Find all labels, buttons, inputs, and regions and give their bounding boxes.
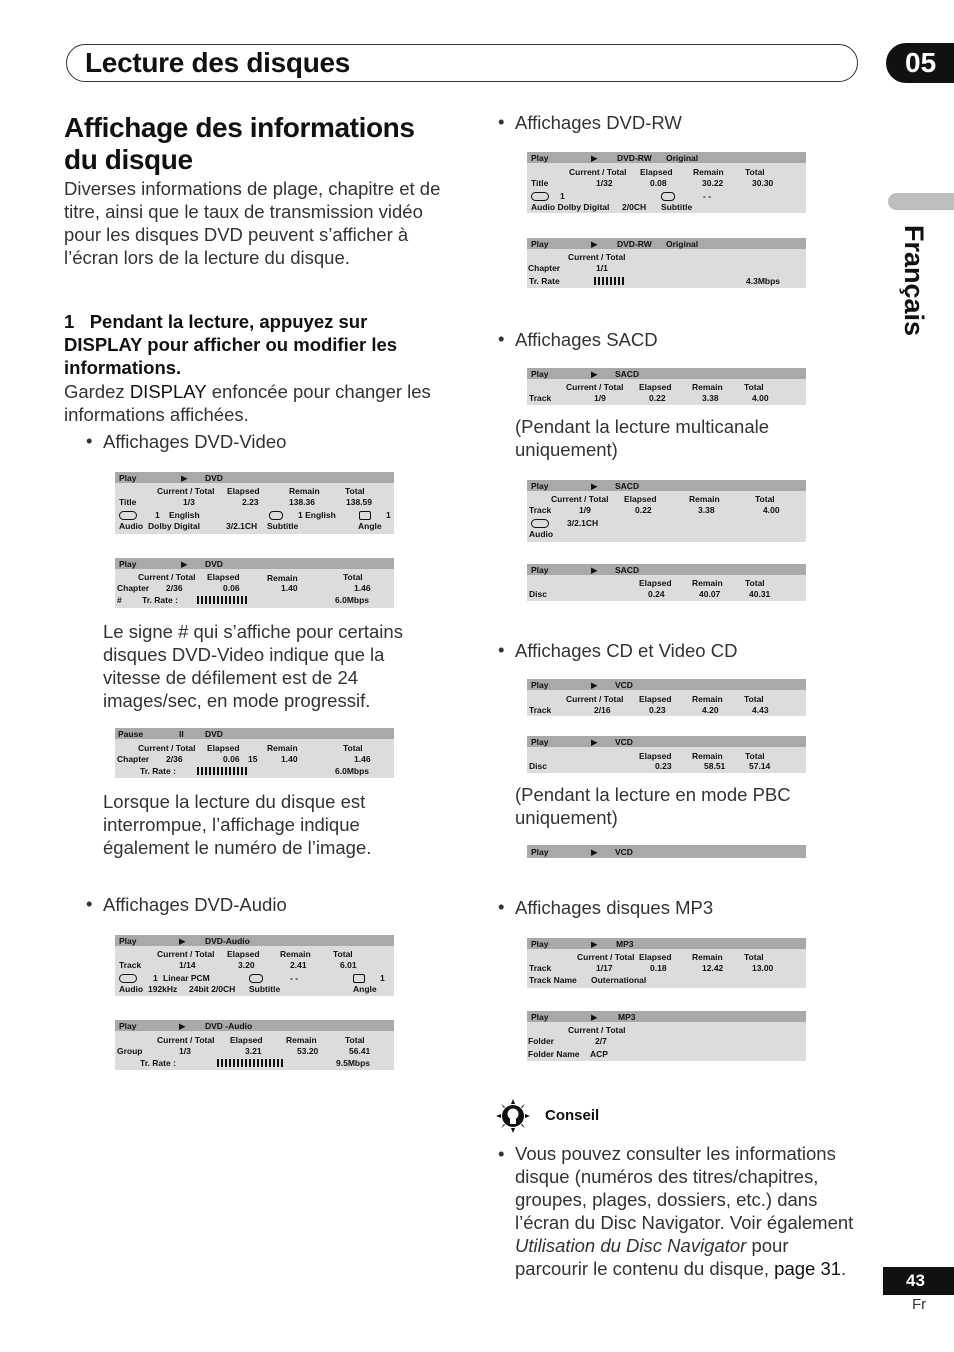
rate-meter [197,596,247,604]
osd-row-label: Tr. Rate : [140,1058,176,1068]
osd-value: 0.08 [650,178,667,188]
osd-value: 138.36 [289,497,315,507]
tip-heading: Conseil [545,1107,600,1124]
osd-value: 138.59 [346,497,372,507]
bullet-text: Affichages disques MP3 [515,897,714,918]
osd-col-header: Current / Total [138,743,196,753]
osd-disc-type: MP3 [618,1012,636,1022]
osd-value: 1 [386,510,391,520]
osd-value: 1/1 [596,263,608,273]
osd-col-header: Total [745,167,765,177]
osd-state: Play [531,481,549,491]
osd-disc-type: DVD-RW [617,239,652,249]
page-link[interactable]: page 31 [774,1258,842,1279]
tip-reference: Utilisation du Disc Navigator [515,1235,747,1256]
bullet-text: Affichages SACD [515,329,658,350]
osd-value: 0.18 [650,963,667,973]
osd-state: Play [531,939,549,949]
osd-disc-type: SACD [615,565,640,575]
step-hold-note [64,380,444,426]
osd-row-label: Chapter [117,754,150,764]
osd-row-label: Track Name [529,975,577,985]
osd-row-label: Folder [528,1036,554,1046]
osd-row-label: Title [531,178,549,188]
osd-value: 3/2.1CH [226,521,258,531]
osd-value: 1.40 [281,583,298,593]
osd-col-header: Total [333,949,353,959]
hold-post: enfoncée pour changer les informations affichées. [64,381,431,425]
osd-col-header: Total [343,743,363,753]
osd-value: 1/32 [596,178,613,188]
osd-col-header: Total [744,952,764,962]
osd-state: Pause [118,729,144,739]
osd-sacd-multichannel [527,480,806,542]
osd-col-header: Elapsed [624,494,657,504]
osd-value: 2/7 [595,1036,607,1046]
play-icon: ▶ [591,680,598,690]
osd-col-header: Total [345,1035,365,1045]
osd-value: 0.22 [649,393,666,403]
play-icon: ▶ [181,559,188,569]
osd-sacd-disc [527,564,806,601]
osd-col-header: Elapsed [639,952,672,962]
osd-vcd-pbc [527,845,806,858]
osd-value: 2.41 [290,960,307,970]
audio-icon [531,192,549,201]
rate-meter [217,1059,283,1067]
play-icon: ▶ [591,369,598,379]
osd-col-header: Current / Total [551,494,609,504]
osd-value: 2/0CH [622,202,647,212]
osd-vcd-disc [527,736,806,773]
osd-value: 40.31 [749,589,771,599]
osd-row-label: Group [117,1046,143,1056]
osd-col-header: Current / Total [566,382,624,392]
osd-value: 3.38 [698,505,715,515]
osd-col-header: Remain [267,743,298,753]
step-1 [64,310,444,379]
osd-value: 30.30 [752,178,774,188]
osd-value: 15 [248,754,258,764]
osd-col-header: Elapsed [227,486,260,496]
osd-col-header: Current / Total [568,252,626,262]
osd-mp3-track [527,938,806,988]
bullet-sacd: • Affichages SACD [498,328,658,350]
osd-col-header: Remain [693,167,724,177]
osd-col-header: Remain [692,694,723,704]
osd-col-header: Remain [692,382,723,392]
osd-value: 6.01 [340,960,357,970]
osd-value: 3.38 [702,393,719,403]
bullet-text: Affichages DVD-Audio [103,894,287,915]
audio-icon [531,519,549,528]
osd-col-header: Total [745,578,765,588]
play-icon: ▶ [591,239,598,249]
osd-value: 6.0Mbps [335,595,370,605]
osd-value: 0.24 [648,589,665,599]
osd-row-label: Title [119,497,137,507]
bullet-text: Affichages DVD-RW [515,112,682,133]
osd-value: 1.46 [354,754,371,764]
osd-state: Play [531,680,549,690]
osd-value: Dolby Digital [148,521,200,531]
osd-col-header: Current / Total [157,486,215,496]
osd-disc-type: DVD [205,473,223,483]
osd-col-header: Total [744,382,764,392]
osd-mode: Original [666,239,699,249]
section-title: Affichage des informations du disque [64,112,415,175]
osd-row-label: Disc [529,589,547,599]
bullet-dvd-rw: • Affichages DVD-RW [498,111,682,133]
osd-col-header: Elapsed [639,694,672,704]
bullet-text: Affichages DVD-Video [103,431,287,452]
osd-state: Play [531,1012,549,1022]
osd-row-label: Angle [353,984,377,994]
osd-dvd-chapter [115,558,394,608]
osd-col-header: Current / Total [568,1025,626,1035]
osd-disc-type: SACD [615,481,640,491]
subtitle-icon [269,511,283,520]
osd-row-label: Audio [119,521,144,531]
osd-value: 57.14 [749,761,771,771]
osd-col-header: Elapsed [639,382,672,392]
osd-value: 2/16 [594,705,611,715]
osd-col-header: Current / Total [138,572,196,582]
subtitle-icon [661,192,675,201]
osd-value: 9.5Mbps [336,1058,371,1068]
osd-value: 6.0Mbps [335,766,370,776]
subtitle-icon [249,974,263,983]
osd-col-header: Total [345,486,365,496]
osd-value: 53.20 [297,1046,319,1056]
play-icon: ▶ [591,481,598,491]
osd-value: 1.46 [354,583,371,593]
play-icon: ▶ [591,847,598,857]
osd-value: 1/17 [596,963,613,973]
osd-state: Play [119,1021,137,1031]
page-number: 43 [883,1267,954,1295]
osd-value: 4.00 [752,393,769,403]
osd-row-label: Audio [119,984,144,994]
intro-paragraph: Diverses informations de plage, chapitre et de titre, ainsi que le taux de transmission vidéo pour les disques DVD peuvent s’afficher à l’écran lors de la lecture du disque. [64,178,441,268]
play-icon: ▶ [179,936,186,946]
osd-col-header: Remain [289,486,320,496]
osd-col-header: Remain [692,578,723,588]
osd-disc-type: VCD [615,737,633,747]
osd-row-label: Subtitle [267,521,299,531]
display-button-ref: DISPLAY [64,334,143,355]
language-label: Français [899,225,929,337]
multichannel-note: (Pendant la lecture multicanale uniquement) [515,416,770,460]
osd-col-header: Current / Total [577,952,635,962]
osd-state: Play [119,936,137,946]
play-icon: ▶ [591,153,598,163]
osd-dvd-pause [115,728,394,778]
osd-dvdaudio-track [115,935,394,996]
chapter-title: Lecture des disques [85,47,351,78]
osd-value: Outernational [591,975,647,985]
osd-value: 0.06 [223,754,240,764]
osd-col-header: Elapsed [207,572,240,582]
bullet-text: Affichages CD et Video CD [515,640,738,661]
osd-value: 4.20 [702,705,719,715]
angle-icon [359,511,371,520]
osd-value: - - [290,973,299,983]
osd-value: 3.21 [245,1046,262,1056]
osd-col-header: Total [343,572,363,582]
osd-state: Play [531,737,549,747]
display-button-ref-2: DISPLAY [129,381,207,402]
osd-disc-type: VCD [615,847,633,857]
tip-body: Vous pouvez consulter les informations disque (numéros des titres/chapitres, groupes, plages, dossiers, etc.) dans l’écran du Disc Navigator. Voir également [515,1143,854,1233]
audio-icon [119,511,137,520]
osd-value: 3.20 [238,960,255,970]
osd-mode: Original [666,153,699,163]
osd-state: Play [531,239,549,249]
osd-dvdrw-title [527,152,806,213]
osd-col-header: Elapsed [230,1035,263,1045]
osd-value: 24bit 2/0CH [189,984,236,994]
step-text: Pendant la lecture, appuyez sur [89,311,368,332]
play-icon: ▶ [591,939,598,949]
osd-disc-type: DVD [205,559,223,569]
osd-col-header: Elapsed [640,167,673,177]
osd-value: 0.06 [223,583,240,593]
osd-disc-type: DVD -Audio [205,1021,253,1031]
audio-icon [119,974,137,983]
bullet-cd-vcd: • Affichages CD et Video CD [498,639,738,661]
play-icon: ▶ [179,1021,186,1031]
stopped-note: Lorsque la lecture du disque est interrompue, l’affichage indique également le numéro de l’image. [103,791,372,858]
osd-col-header: Total [755,494,775,504]
lightbulb-icon [496,1099,530,1133]
play-icon: ▶ [591,565,598,575]
osd-value: 3/2.1CH [567,518,599,528]
osd-value: 1 [155,510,160,520]
pbc-note: (Pendant la lecture en mode PBC uniquement) [515,784,791,828]
osd-row-label: Subtitle [249,984,281,994]
osd-value: 4.00 [763,505,780,515]
osd-value: Audio Dolby Digital [531,202,610,212]
osd-value: # [117,595,122,605]
osd-vcd-track [527,679,806,716]
osd-state: Play [119,559,137,569]
osd-col-header: Remain [267,573,298,583]
osd-row-label: Angle [358,521,382,531]
osd-value: 192kHz [148,984,178,994]
osd-value: 1 [153,973,158,983]
osd-value: 1/3 [183,497,195,507]
osd-col-header: Elapsed [227,949,260,959]
osd-col-header: Remain [286,1035,317,1045]
tip-text: • Vous pouvez consulter les informations disque (numéros des titres/chapitres, groupes, plages, dossiers, etc.) dans l’écran du Disc Navigator. Voir également Utilisation du Disc Navigator pour parcourir le contenu du disque, page 31. [498,1143,854,1279]
osd-disc-type: DVD [205,729,223,739]
play-icon: ▶ [591,1012,598,1022]
step-number: 1 [64,311,75,332]
osd-col-header: Elapsed [639,578,672,588]
tip-body-2: pour parcourir le contenu du disque, [515,1235,789,1279]
osd-col-header: Total [745,751,765,761]
osd-value: 1/3 [179,1046,191,1056]
bullet-dvd-audio: • Affichages DVD-Audio [86,893,287,915]
hold-pre: Gardez [64,381,125,402]
osd-value: 2/36 [166,754,183,764]
osd-col-header: Remain [692,751,723,761]
osd-row-label: Tr. Rate : [142,595,178,605]
osd-row-label: Tr. Rate [529,276,560,286]
osd-value: 2.23 [242,497,259,507]
osd-value: 1 [560,191,565,201]
osd-value: 1.40 [281,754,298,764]
rate-meter [197,767,247,775]
osd-dvd-title [115,472,394,534]
osd-row-label: Disc [529,761,547,771]
angle-icon [353,974,365,983]
tip-end: . [841,1258,847,1279]
osd-row-label: Folder Name [528,1049,580,1059]
osd-col-header: Elapsed [207,743,240,753]
bullet-mp3: • Affichages disques MP3 [498,896,714,918]
osd-value: 0.22 [635,505,652,515]
osd-col-header: Current / Total [157,949,215,959]
rate-meter [594,277,624,285]
osd-state: Play [531,565,549,575]
osd-mp3-folder [527,1011,806,1061]
osd-row-label: Chapter [528,263,561,273]
osd-value: 13.00 [752,963,774,973]
osd-value: Linear PCM [163,973,210,983]
osd-col-header: Remain [692,952,723,962]
osd-value: 0.23 [649,705,666,715]
hash-note: Le signe # qui s’affiche pour certains disques DVD-Video indique que la vitesse de défilement est de 24 images/sec, en mode progressif. [103,621,403,711]
chapter-header [66,44,858,82]
language-tab [888,193,954,210]
osd-value: 12.42 [702,963,724,973]
osd-col-header: Current / Total [569,167,627,177]
osd-row-label: Track [529,393,552,403]
osd-value: 4.3Mbps [746,276,781,286]
osd-value: 0.23 [655,761,672,771]
osd-disc-type: DVD-RW [617,153,652,163]
osd-disc-type: SACD [615,369,640,379]
osd-state: Play [531,369,549,379]
osd-value: 1/14 [179,960,196,970]
osd-value: 1 English [298,510,336,520]
osd-sacd-track [527,368,806,405]
osd-row-label: Chapter [117,583,150,593]
osd-col-header: Current / Total [157,1035,215,1045]
osd-value: 2/36 [166,583,183,593]
page-language: Fr [912,1296,927,1313]
osd-disc-type: MP3 [616,939,634,949]
osd-col-header: Remain [689,494,720,504]
osd-row-label: Tr. Rate : [140,766,176,776]
osd-state: Play [119,473,137,483]
osd-value: 56.41 [349,1046,371,1056]
bullet-dvd-video: • Affichages DVD-Video [86,430,287,452]
osd-row-label: Track [529,963,552,973]
osd-value: 30.22 [702,178,724,188]
play-icon: ▶ [591,737,598,747]
osd-value: 4.43 [752,705,769,715]
osd-value: 58.51 [704,761,726,771]
osd-row-label: Track [529,705,552,715]
osd-col-header: Total [744,694,764,704]
osd-col-header: Elapsed [639,751,672,761]
osd-value: English [169,510,200,520]
play-icon: ▶ [181,473,188,483]
chapter-number: 05 [886,43,954,83]
osd-row-label: Subtitle [661,202,693,212]
osd-disc-type: VCD [615,680,633,690]
osd-row-label: Track [529,505,552,515]
osd-col-header: Current / Total [566,694,624,704]
osd-row-label: Track [119,960,142,970]
osd-disc-type: DVD-Audio [205,936,250,946]
osd-value: - - [703,191,712,201]
osd-value: 1/9 [594,393,606,403]
osd-dvdrw-chapter [527,238,806,288]
step-text-2: pour afficher ou modifier les informations. [64,334,398,378]
osd-state: Play [531,153,549,163]
osd-row-label: Audio [529,529,554,539]
osd-value: 1/9 [579,505,591,515]
osd-state: Play [531,847,549,857]
osd-value: ACP [590,1049,608,1059]
osd-value: 1 [380,973,385,983]
osd-value: 40.07 [699,589,721,599]
pause-icon: II [179,729,184,739]
osd-col-header: Remain [280,949,311,959]
osd-dvdaudio-group [115,1020,394,1070]
